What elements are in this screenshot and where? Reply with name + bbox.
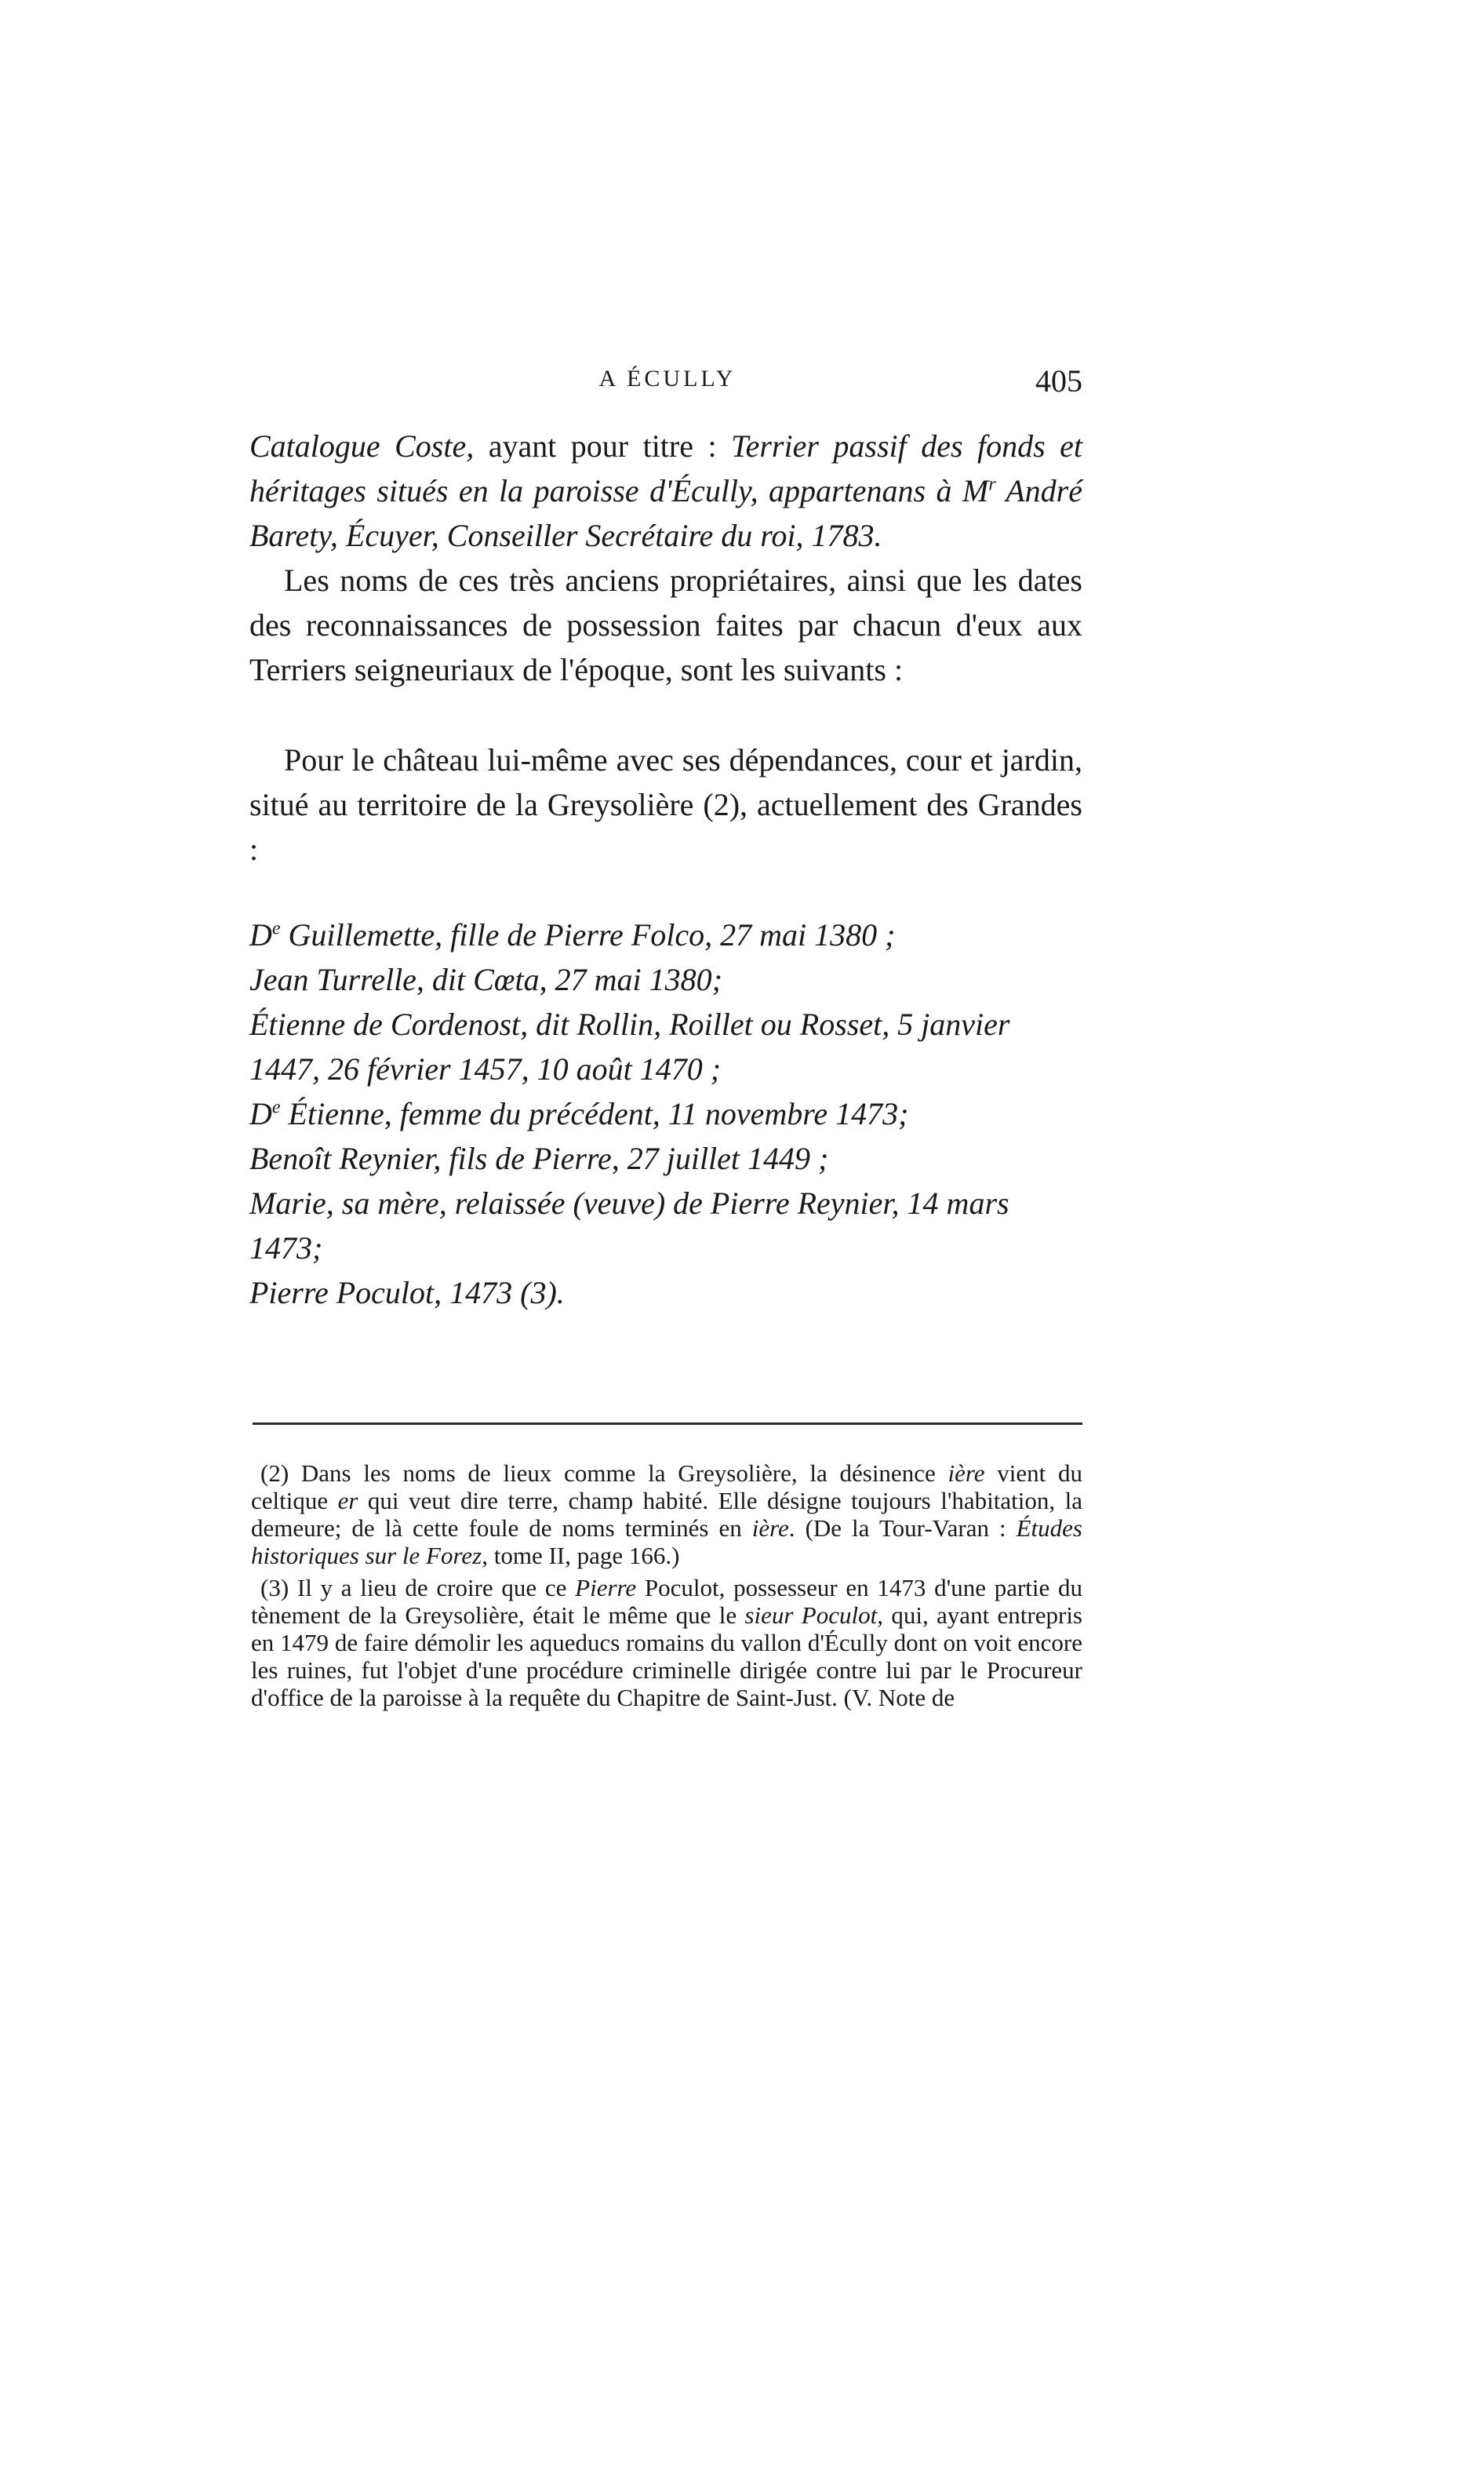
footnote-text: , qui, ayant entrepris en 1479 de faire démolir les aqueducs romains du vallon d'Écully dont on voit encore les ruines, fut l'objet d'une procédure criminelle dirigée contre lui par le Procureur d'office de la paroisse à la requête du Chapitre de Saint-Just. (V. Note de bbox=[251, 1601, 1082, 1711]
catalogue-title: Catalogue Coste, bbox=[249, 428, 475, 464]
owner-entry bbox=[249, 1270, 1082, 1315]
footnote-text: Poculot, possesseur en 1473 d'une partie du tènement de la Greysolière, était le même que le bbox=[251, 1574, 1082, 1629]
terrier-title-end: André Barety, Écuyer, Conseiller Secrétaire du roi, 1783. bbox=[249, 473, 1083, 553]
owner-text: Jean Turrelle, dit Cœta, 27 mai 1380; bbox=[249, 962, 722, 997]
owner-prefix-sup: e bbox=[271, 918, 281, 939]
owner-text: Guillemette, fille de Pierre Folco, 27 mai 1380 ; bbox=[280, 917, 896, 953]
paragraph-catalogue bbox=[249, 424, 1082, 558]
owner-prefix-sup: e bbox=[271, 1097, 281, 1118]
footnote-text: (3) Il y a lieu de croire que ce bbox=[260, 1574, 576, 1601]
footnote-italic: Pierre bbox=[575, 1574, 637, 1601]
owner-text: Pierre Poculot, 1473 (3). bbox=[249, 1275, 565, 1310]
owner-prefix: D bbox=[249, 917, 272, 953]
owners-list bbox=[249, 912, 1082, 1315]
footnote-book-title: Études historiques sur le Forez bbox=[251, 1514, 1082, 1569]
spacer bbox=[249, 872, 1082, 912]
footnote-italic: ière bbox=[751, 1514, 789, 1542]
owner-entry bbox=[249, 957, 1082, 1002]
footnote-text: , tome II, page 166.) bbox=[482, 1542, 680, 1569]
terrier-title: Terrier passif des fonds et héritages situés en la paroisse d'Écully, appartenans à M bbox=[249, 428, 1083, 508]
paragraph-chateau: Pour le château lui-même avec ses dépendances, cour et jardin, situé au territoire de la Greysolière (2), actuellement des Grandes : bbox=[249, 742, 1082, 867]
main-text bbox=[249, 424, 1082, 1315]
owner-entry bbox=[249, 1181, 1082, 1270]
footnote-2 bbox=[251, 1459, 1082, 1569]
owner-text: Marie, sa mère, relaissée (veuve) de Pierre Reynier, 14 mars 1473; bbox=[249, 1186, 1009, 1266]
catalogue-intro: ayant pour titre : bbox=[474, 428, 732, 464]
owner-entry bbox=[249, 1136, 1082, 1181]
footnote-3 bbox=[251, 1574, 1082, 1711]
paragraph-owners-intro: Les noms de ces très anciens propriétaires, ainsi que les dates des reconnaissances de possession faites par chacun d'eux aux Terriers seigneuriaux de l'époque, sont les suivants : bbox=[249, 563, 1082, 687]
footnote-italic: sieur Poculot bbox=[744, 1601, 878, 1629]
footnote-text: (2) Dans les noms de lieux comme la Greysolière, la désinence bbox=[260, 1459, 948, 1487]
footnote-italic: ière bbox=[948, 1459, 985, 1487]
owner-entry bbox=[249, 1002, 1082, 1091]
owner-entry bbox=[249, 1091, 1082, 1136]
owner-text: Étienne, femme du précédent, 11 novembre 1473; bbox=[280, 1096, 909, 1131]
footnotes bbox=[251, 1459, 1082, 1711]
owner-prefix: D bbox=[249, 1096, 272, 1131]
footnote-text: qui veut dire terre, champ habité. Elle désigne toujours l'habitation, la demeure; de là cette foule de noms terminés en bbox=[251, 1487, 1082, 1542]
page-number: 405 bbox=[1035, 363, 1082, 399]
spacer bbox=[249, 692, 1082, 738]
terrier-title-sup: r bbox=[988, 474, 996, 495]
footnote-italic: er bbox=[337, 1487, 358, 1514]
owner-text: Benoît Reynier, fils de Pierre, 27 juillet 1449 ; bbox=[249, 1141, 829, 1176]
page-header bbox=[253, 362, 1082, 410]
footnote-text: vient du celtique bbox=[251, 1459, 1082, 1514]
running-head: A ÉCULLY bbox=[598, 366, 737, 392]
footnote-rule bbox=[253, 1422, 1082, 1425]
footnote-text: . (De la Tour-Varan : bbox=[788, 1514, 1017, 1542]
owner-text: Étienne de Cordenost, dit Rollin, Roillet ou Rosset, 5 janvier 1447, 26 février 1457, 10 août 1470 ; bbox=[249, 1007, 1010, 1087]
owner-entry bbox=[249, 912, 1082, 957]
